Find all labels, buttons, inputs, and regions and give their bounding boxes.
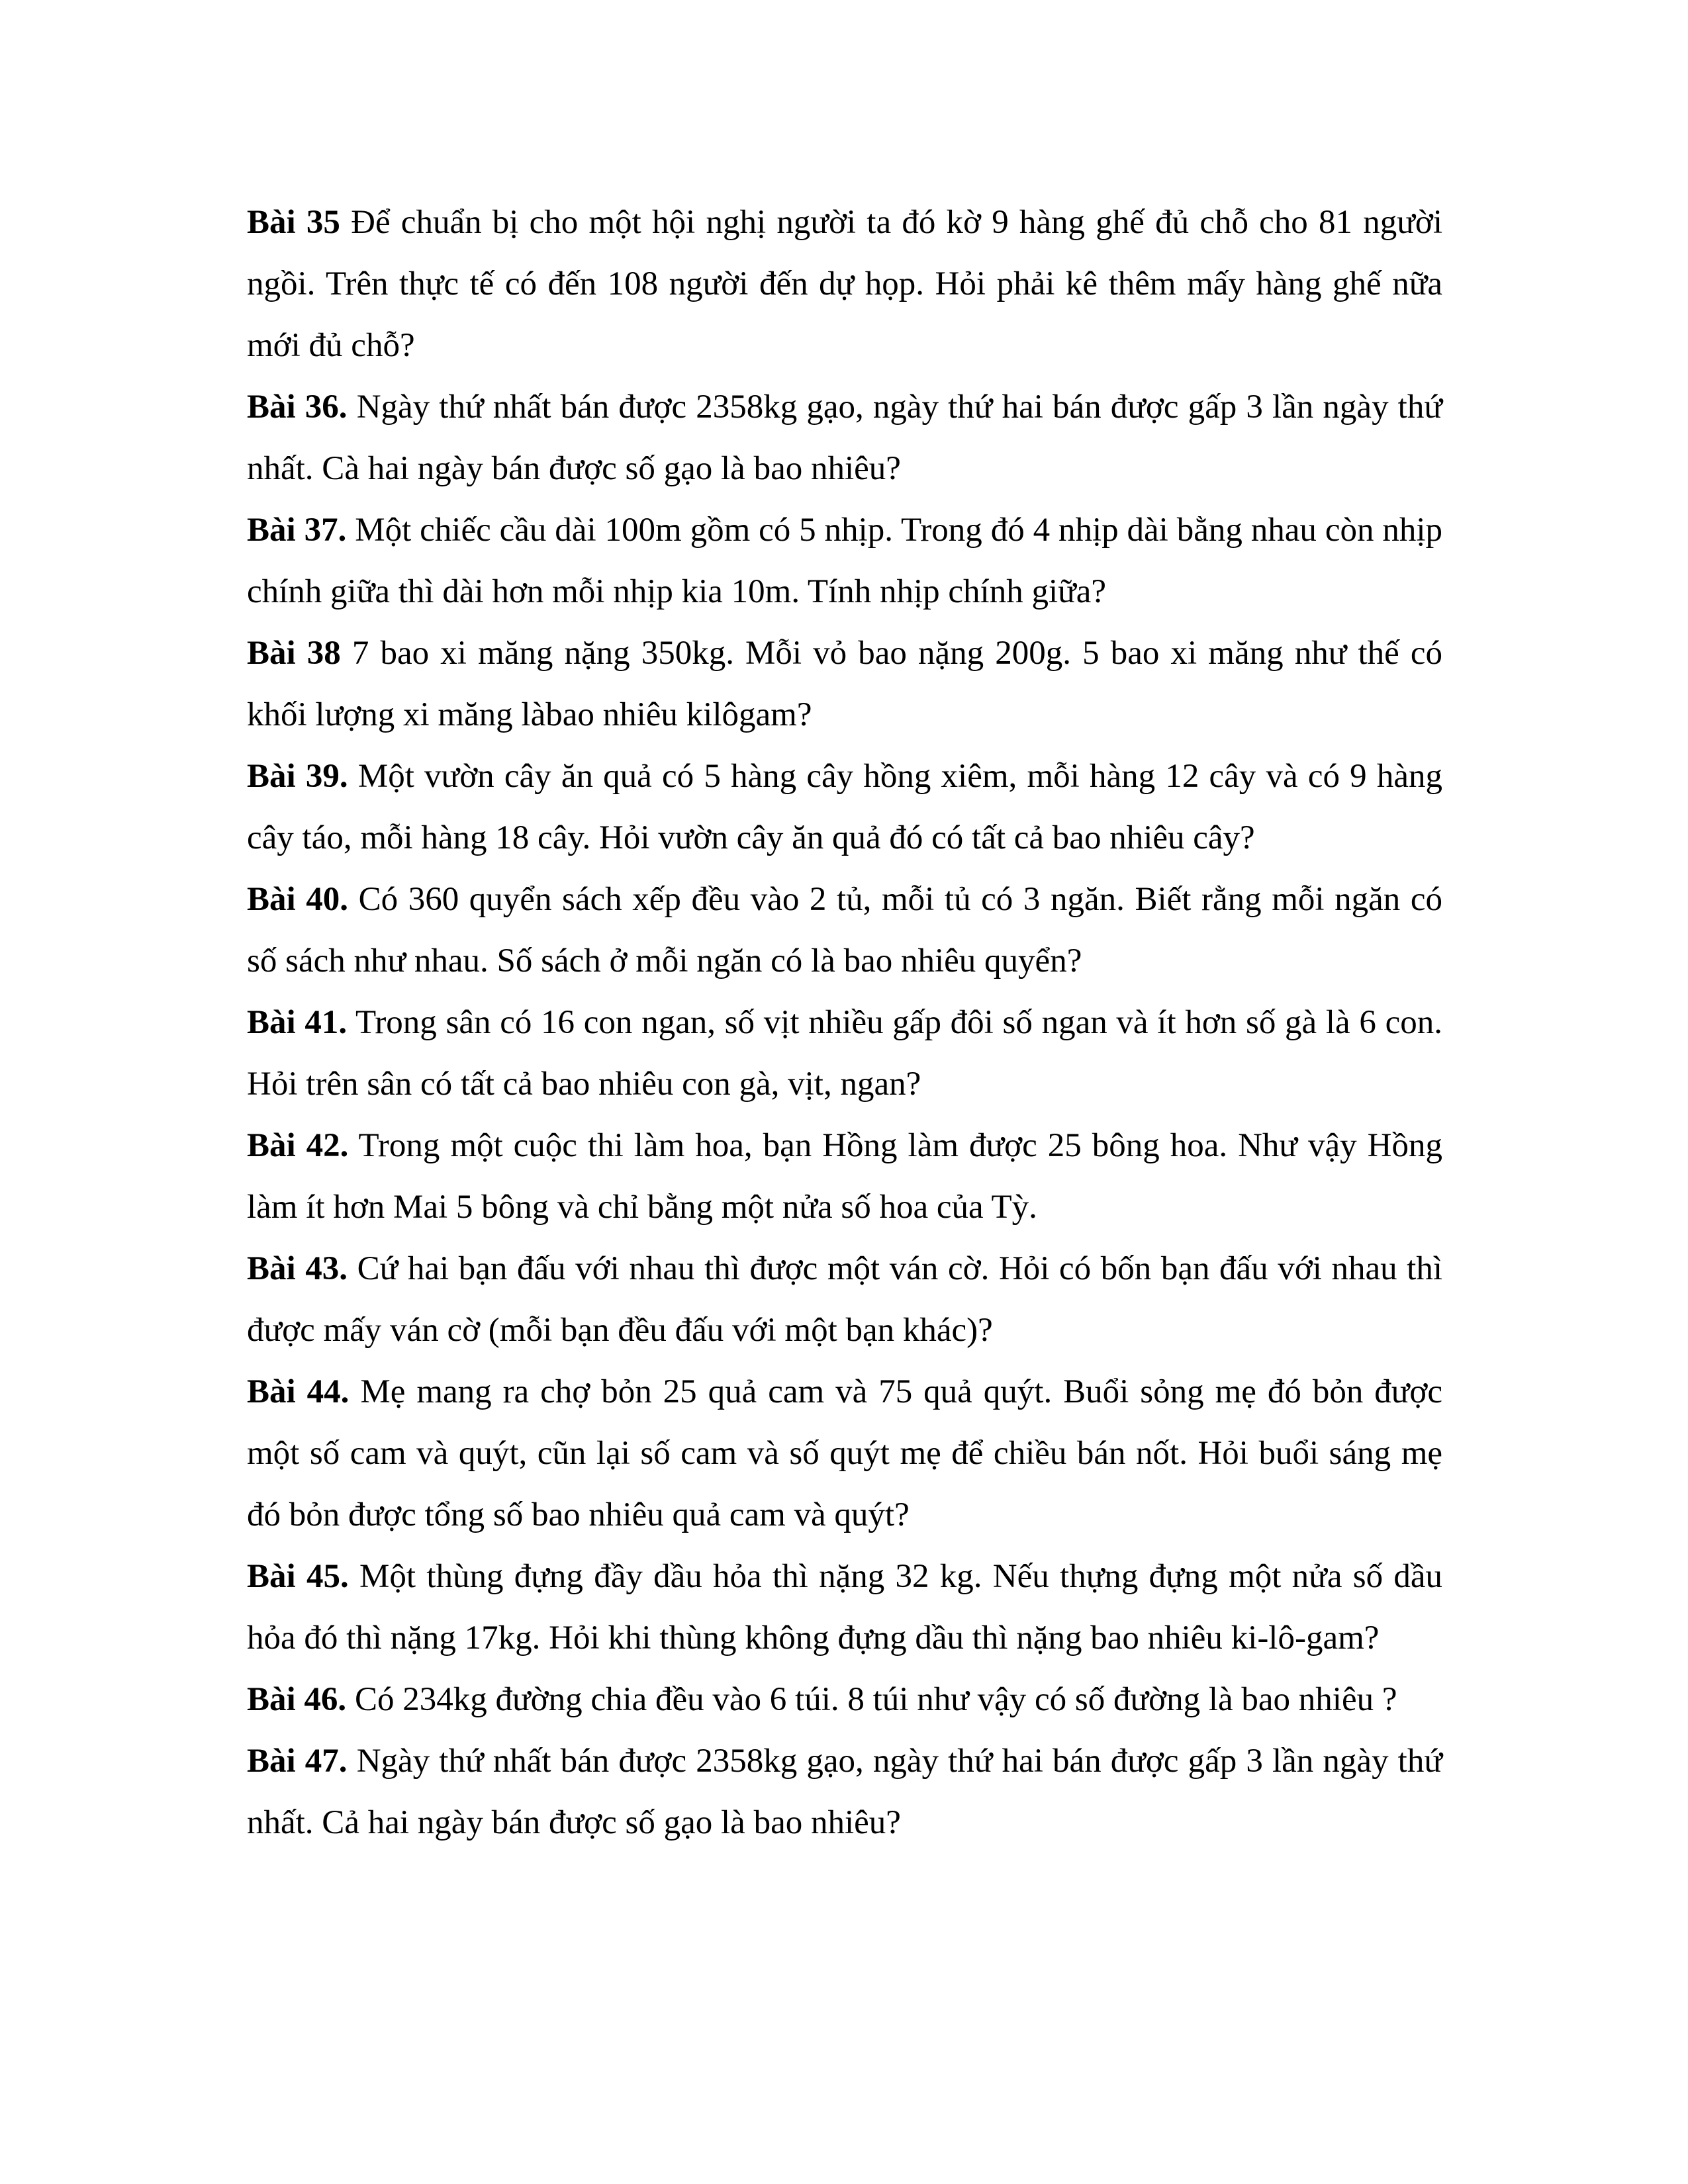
problem-38 [247,623,1442,746]
problem-text: Trong sân có 16 con ngan, số vịt nhiều gấp đôi số ngan và ít hơn số gà là 6 con. Hỏi trên sân có tất cả bao nhiêu con gà, vịt, ngan? [247,1004,1443,1103]
problem-text: Ngày thứ nhất bán được 2358kg gạo, ngày thứ hai bán được gấp 3 lần ngày thứ nhất. Cà hai ngày bán được số gạo là bao nhiêu? [247,388,1442,487]
problem-text: Có 234kg đường chia đều vào 6 túi. 8 túi như vậy có số đường là bao nhiêu ? [354,1681,1397,1718]
problem-label: Bài 39. [247,758,348,795]
problem-35 [247,192,1442,377]
problem-label: Bài 45. [247,1558,349,1595]
problem-45 [247,1546,1442,1669]
problem-47 [247,1731,1442,1854]
problem-text: Một chiếc cầu dài 100m gồm có 5 nhịp. Trong đó 4 nhịp dài bằng nhau còn nhịp chính giữa thì dài hơn mỗi nhịp kia 10m. Tính nhịp chính giữa? [247,512,1443,610]
problem-41 [247,992,1442,1115]
problem-label: Bài 35 [247,204,340,241]
problem-46 [247,1669,1442,1731]
problem-text: Một thùng đựng đầy dầu hỏa thì nặng 32 kg. Nếu thựng đựng một nửa số dầu hỏa đó thì nặng 17kg. Hỏi khi thùng không đựng dầu thì nặng bao nhiêu ki-lô-gam? [247,1558,1443,1657]
problem-42 [247,1115,1442,1238]
problem-43 [247,1238,1442,1361]
problem-label: Bài 38 [247,635,341,672]
problem-44 [247,1361,1442,1546]
problem-label: Bài 37. [247,512,347,549]
problem-text: Cứ hai bạn đấu với nhau thì được một ván cờ. Hỏi có bốn bạn đấu với nhau thì được mấy ván cờ (mỗi bạn đều đấu với một bạn khác)? [247,1250,1443,1349]
problem-40 [247,869,1442,992]
problem-text: Có 360 quyển sách xếp đều vào 2 tủ, mỗi tủ có 3 ngăn. Biết rằng mỗi ngăn có số sách như nhau. Số sách ở mỗi ngăn có là bao nhiêu quyển? [247,881,1443,979]
problem-label: Bài 40. [247,881,349,918]
problem-label: Bài 41. [247,1004,348,1041]
problem-label: Bài 44. [247,1373,350,1410]
problem-text: Mẹ mang ra chợ bỏn 25 quả cam và 75 quả quýt. Buổi sỏng mẹ đó bỏn được một số cam và quýt, cũn lại số cam và số quýt mẹ để chiều bán nốt. Hỏi buổi sáng mẹ đó bỏn được tổng số bao nhiêu quả cam và quýt? [247,1373,1443,1533]
document-body [247,192,1442,1854]
problem-label: Bài 42. [247,1127,349,1164]
problem-37 [247,500,1442,623]
problem-label: Bài 43. [247,1250,348,1287]
problem-label: Bài 47. [247,1743,348,1780]
problem-text: Để chuẩn bị cho một hội nghị người ta đó kờ 9 hàng ghế đủ chỗ cho 81 người ngồi. Trên thực tế có đến 108 người đến dự họp. Hỏi phải kê thêm mấy hàng ghế nữa mới đủ chỗ? [247,204,1443,364]
problem-39 [247,746,1442,869]
problem-text: Một vườn cây ăn quả có 5 hàng cây hồng xiêm, mỗi hàng 12 cây và có 9 hàng cây táo, mỗi hàng 18 cây. Hỏi vườn cây ăn quả đó có tất cả bao nhiêu cây? [247,758,1443,856]
problem-text: Trong một cuộc thi làm hoa, bạn Hồng làm được 25 bông hoa. Như vậy Hồng làm ít hơn Mai 5 bông và chỉ bằng một nửa số hoa của Tỳ. [247,1127,1443,1226]
problem-text: Ngày thứ nhất bán được 2358kg gạo, ngày thứ hai bán được gấp 3 lần ngày thứ nhất. Cả hai ngày bán được số gạo là bao nhiêu? [247,1743,1442,1841]
problem-text: 7 bao xi măng nặng 350kg. Mỗi vỏ bao nặng 200g. 5 bao xi măng như thế có khối lượng xi măng làbao nhiêu kilôgam? [247,635,1442,733]
problem-36 [247,377,1442,500]
problem-label: Bài 46. [247,1681,347,1718]
problem-label: Bài 36. [247,388,348,426]
